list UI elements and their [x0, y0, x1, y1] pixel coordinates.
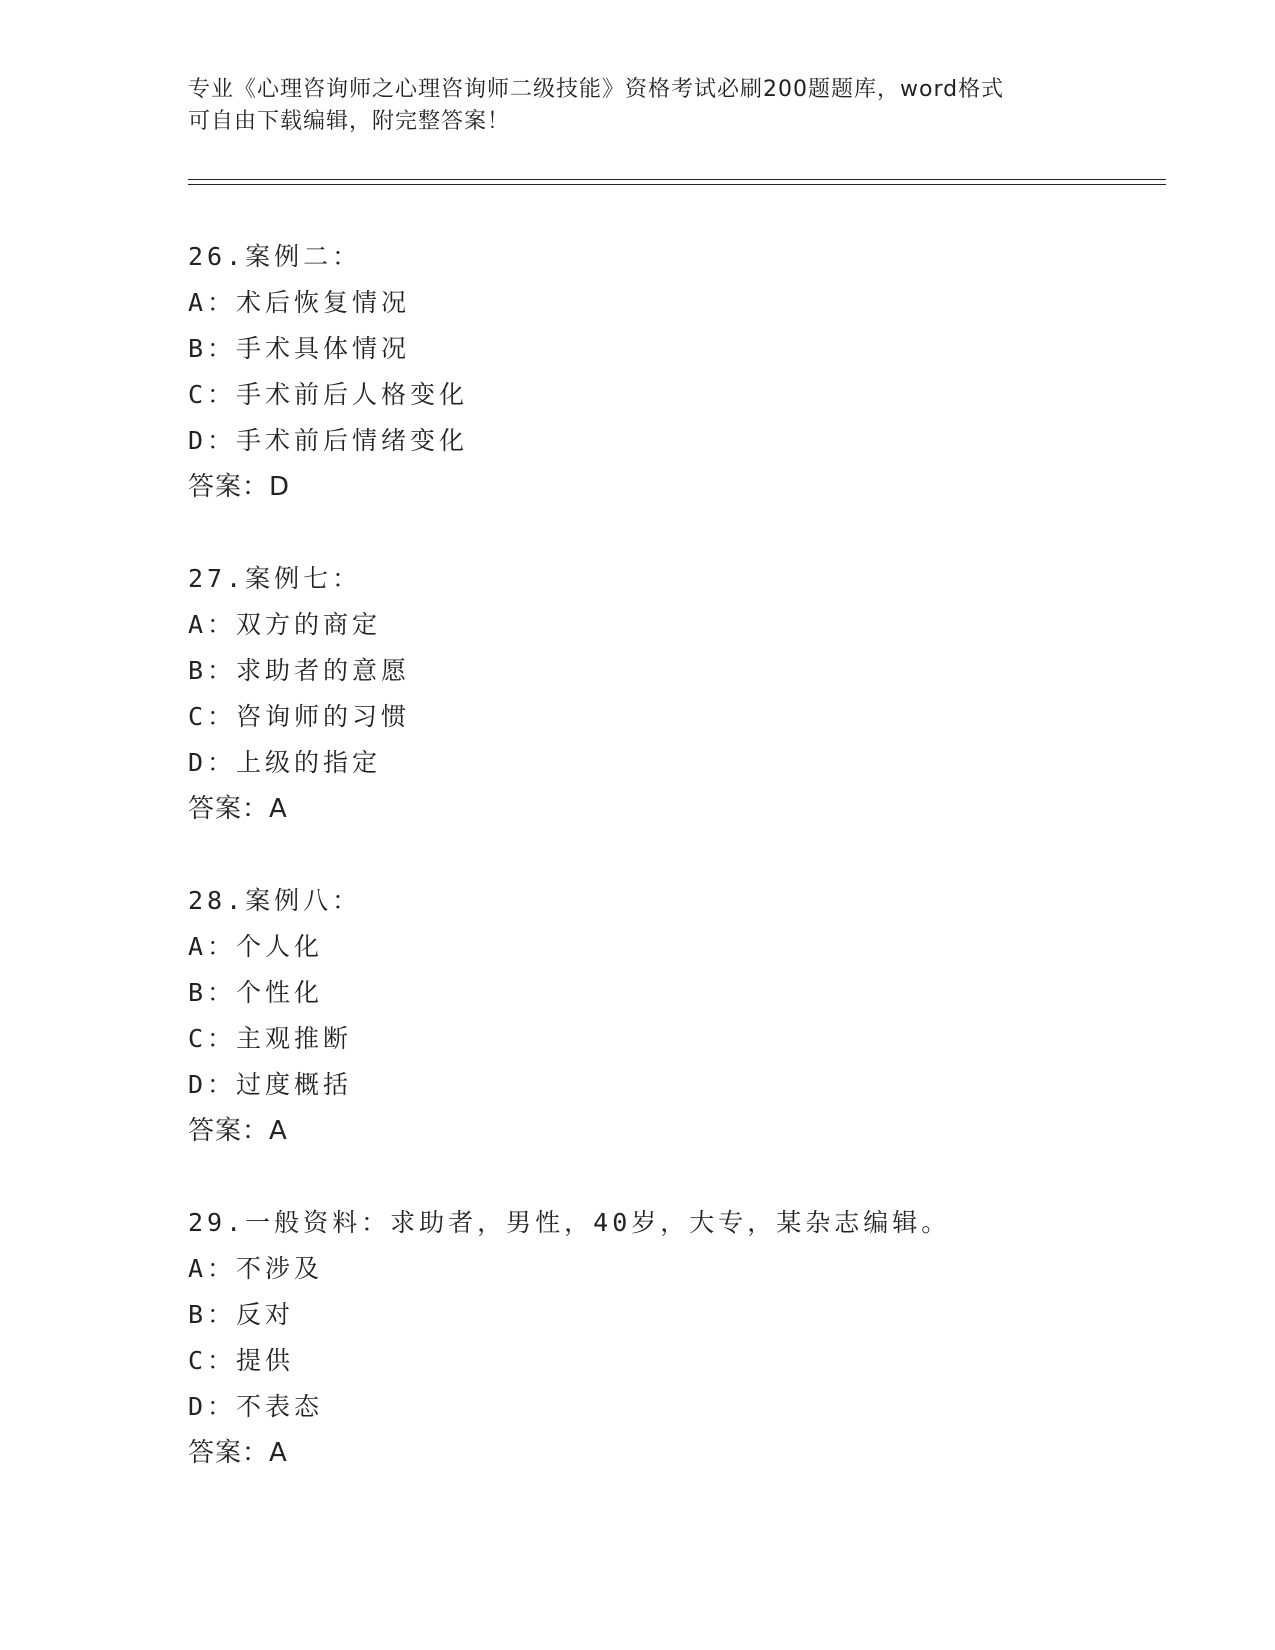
header-title-line-1: 专业《心理咨询师之心理咨询师二级技能》资格考试必刷200题题库，word格式 — [188, 77, 1005, 102]
option-c: C：主观推断 — [188, 1024, 353, 1053]
option-c: C：手术前后人格变化 — [188, 380, 469, 409]
answer-line: 答案：A — [188, 1116, 288, 1146]
option-b: B：个性化 — [188, 978, 324, 1007]
question-28 — [188, 878, 1148, 1154]
answer-line: 答案：D — [188, 472, 291, 502]
option-b: B：反对 — [188, 1300, 295, 1329]
question-26 — [188, 234, 1148, 510]
option-a: A：个人化 — [188, 932, 324, 961]
question-stem: 28.案例八： — [188, 886, 362, 915]
header-divider-top — [188, 179, 1166, 180]
option-a: A：双方的商定 — [188, 610, 382, 639]
option-a: A：不涉及 — [188, 1254, 324, 1283]
option-b: B：求助者的意愿 — [188, 656, 411, 685]
question-stem: 27.案例七： — [188, 564, 362, 593]
question-stem: 29.一般资料：求助者，男性，40岁，大专，某杂志编辑。 — [188, 1208, 951, 1237]
option-c: C：提供 — [188, 1346, 295, 1375]
option-d: D：过度概括 — [188, 1070, 353, 1099]
option-c: C：咨询师的习惯 — [188, 702, 411, 731]
question-stem: 26.案例二： — [188, 242, 362, 271]
option-d: D：上级的指定 — [188, 748, 382, 777]
answer-line: 答案：A — [188, 794, 288, 824]
option-b: B：手术具体情况 — [188, 334, 411, 363]
option-d: D：手术前后情绪变化 — [188, 426, 469, 455]
header-divider-bottom — [188, 184, 1166, 185]
option-a: A：术后恢复情况 — [188, 288, 411, 317]
header-title-line-2: 可自由下载编辑，附完整答案！ — [188, 109, 511, 134]
question-27 — [188, 556, 1148, 832]
question-29 — [188, 1200, 1148, 1476]
answer-line: 答案：A — [188, 1438, 288, 1468]
option-d: D：不表态 — [188, 1392, 324, 1421]
document-header — [188, 74, 1088, 138]
